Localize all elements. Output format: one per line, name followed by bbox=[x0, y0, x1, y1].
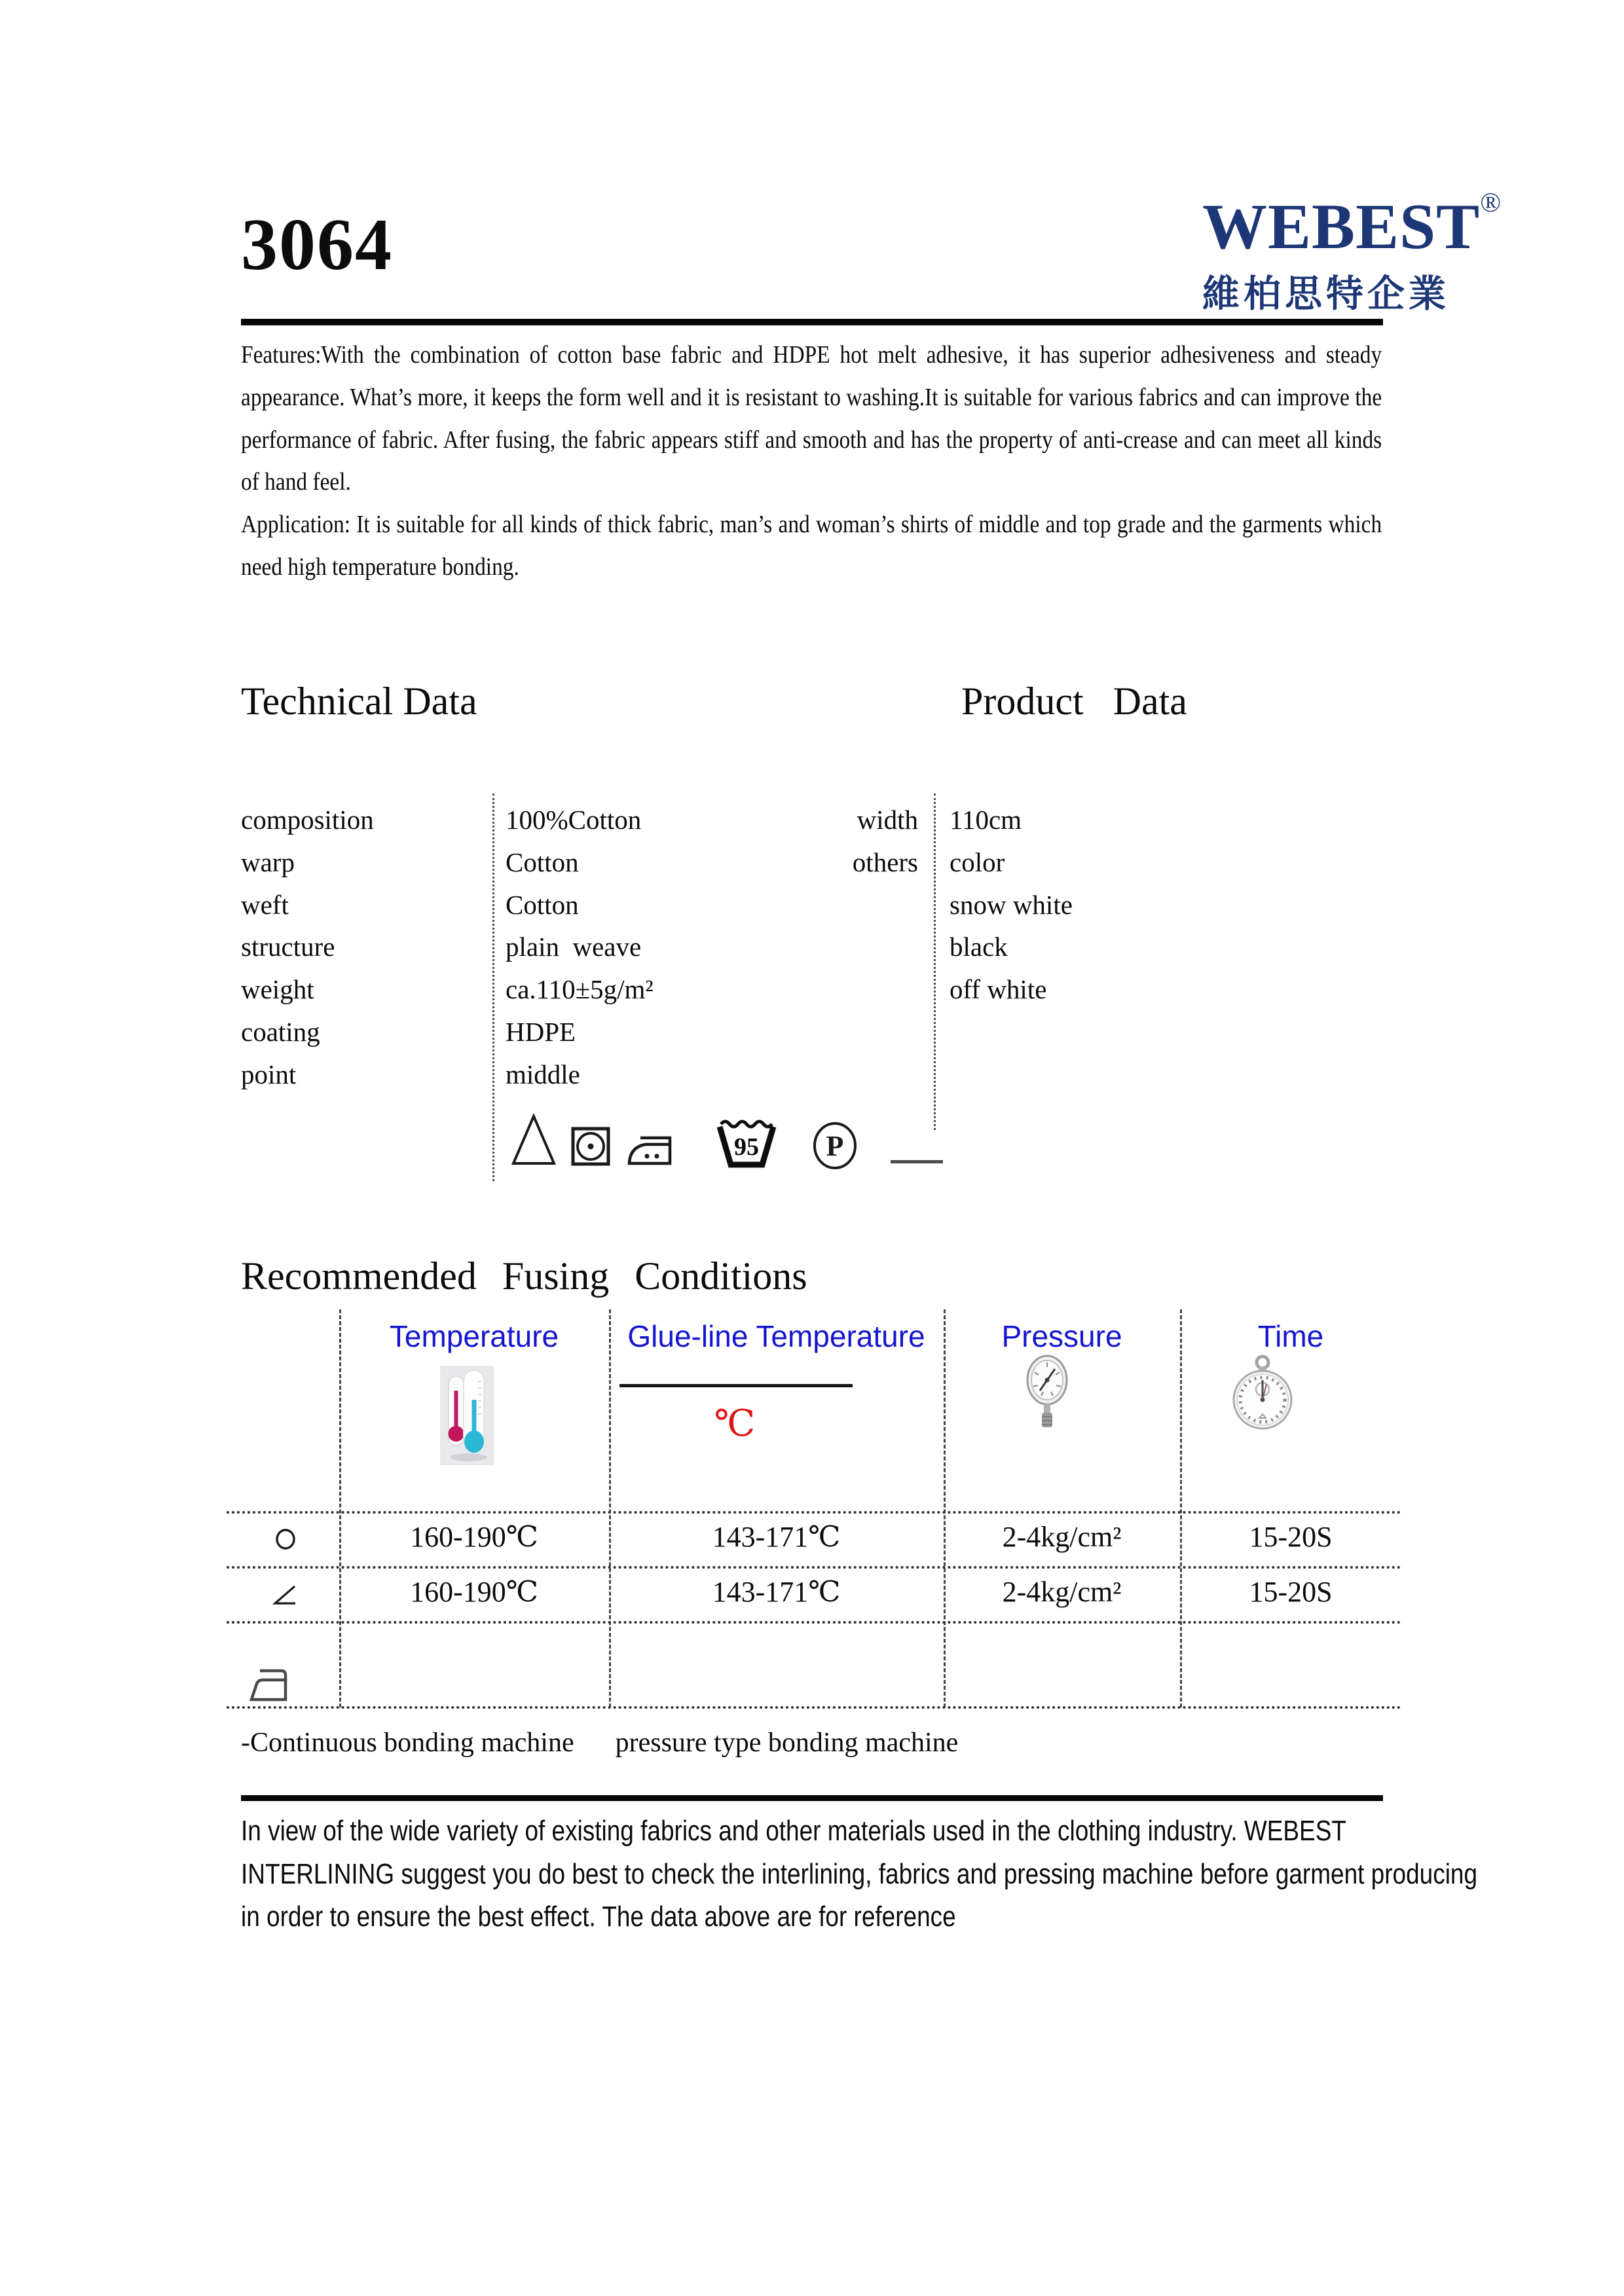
column-header-time: Time bbox=[1257, 1319, 1324, 1353]
tech-label: structure bbox=[241, 932, 335, 962]
registered-trademark-icon: ® bbox=[1480, 188, 1502, 218]
product-label: others bbox=[852, 847, 918, 877]
fusing-row-divider bbox=[227, 1511, 1401, 1514]
column-header-temperature: Temperature bbox=[389, 1319, 559, 1353]
fusing-cell-time: 15-20S bbox=[1249, 1521, 1333, 1553]
fusing-row-divider bbox=[227, 1566, 1401, 1569]
bleach-triangle-icon bbox=[511, 1113, 557, 1167]
pressure-gauge-icon bbox=[1025, 1353, 1069, 1436]
machine-symbol-angle bbox=[271, 1584, 297, 1610]
footer-note-line: in order to ensure the best effect. The data above are for reference bbox=[241, 1901, 956, 1933]
company-logo bbox=[1202, 188, 1502, 318]
product-data-title: Product Data bbox=[961, 680, 1187, 723]
tech-value: HDPE bbox=[506, 1016, 576, 1047]
tech-label: coating bbox=[241, 1016, 320, 1047]
intro-paragraphs bbox=[241, 334, 1382, 589]
wash-95-icon bbox=[715, 1116, 778, 1169]
fusing-cell-glue-line: 143-171℃ bbox=[712, 1576, 841, 1608]
fusing-column-divider bbox=[944, 1309, 946, 1707]
dry-clean-letter-text: P bbox=[826, 1130, 844, 1162]
fusing-cell-pressure: 2-4kg/cm² bbox=[1002, 1576, 1122, 1608]
footer-divider bbox=[241, 1795, 1383, 1801]
fusing-row-divider bbox=[227, 1706, 1401, 1709]
tech-label: weft bbox=[241, 889, 289, 920]
footer-note bbox=[241, 1810, 1478, 1939]
tech-label: warp bbox=[241, 847, 295, 877]
machine-symbol-circle bbox=[275, 1528, 296, 1554]
product-values-column bbox=[950, 799, 1290, 1011]
fusing-conditions-title: Recommended Fusing Conditions bbox=[241, 1254, 807, 1298]
machine-symbol-iron bbox=[249, 1666, 289, 1705]
thermometer-icon bbox=[440, 1366, 494, 1468]
product-value: off white bbox=[950, 974, 1047, 1005]
tech-value: ca.110±5g/m² bbox=[506, 974, 654, 1005]
logo-chinese-name: 維柏思特企業 bbox=[1202, 272, 1450, 315]
column-header-pressure: Pressure bbox=[1001, 1319, 1122, 1353]
application-paragraph: Application: It is suitable for all kinds of thick fabric, man’s and woman’s shirts of middle and top grade and the garments which need high temperature bonding. bbox=[241, 511, 1382, 581]
fusing-column-divider bbox=[609, 1309, 611, 1707]
fusing-table-caption: -Continuous bonding machine pressure type bonding machine bbox=[241, 1728, 959, 1758]
fusing-cell-temperature: 160-190℃ bbox=[410, 1576, 538, 1608]
product-value: black bbox=[950, 932, 1008, 962]
glue-line-unit-celsius: ℃ bbox=[714, 1404, 756, 1444]
features-paragraph: Features:With the combination of cotton base fabric and HDPE hot melt adhesive, it has superior adhesiveness and steady appearance. What’s more, it keeps the form well and it is resistant to washing.It is suitable for various fabrics and can improve the performance of fabric. After fusing, the fabric appears stiff and smooth and has the property of anti-crease and can meet all kinds of hand feel. bbox=[241, 341, 1382, 496]
product-value: color bbox=[950, 847, 1005, 877]
technical-labels-column bbox=[241, 799, 470, 1096]
footer-note-line: In view of the wide variety of existing fabrics and other materials used in the clothing industry. WEBEST bbox=[241, 1815, 1346, 1847]
technical-data-title: Technical Data bbox=[241, 680, 477, 723]
do-not-wring-line-icon bbox=[891, 1160, 943, 1163]
fusing-cell-glue-line: 143-171℃ bbox=[712, 1521, 841, 1553]
technical-table-divider bbox=[492, 793, 494, 1181]
fusing-column-divider bbox=[1180, 1309, 1182, 1707]
logo-brand-text: WEBEST bbox=[1202, 191, 1481, 263]
iron-two-dots-icon bbox=[626, 1130, 673, 1167]
tech-value: 100%Cotton bbox=[506, 805, 642, 835]
glue-line-underline bbox=[619, 1384, 853, 1387]
logo-wordmark bbox=[1202, 188, 1502, 263]
stopwatch-icon bbox=[1232, 1354, 1293, 1434]
fusing-cell-temperature: 160-190℃ bbox=[410, 1521, 538, 1553]
footer-note-line: INTERLINING suggest you do best to check the interlining, fabrics and pressing machine before garment producing bbox=[241, 1857, 1478, 1890]
tech-value: Cotton bbox=[506, 889, 579, 920]
dry-clean-p-icon bbox=[812, 1121, 858, 1171]
fusing-cell-time: 15-20S bbox=[1249, 1576, 1333, 1608]
fusing-column-divider bbox=[339, 1309, 341, 1707]
tech-label: point bbox=[241, 1059, 297, 1089]
product-value: 110cm bbox=[950, 805, 1022, 835]
product-label: width bbox=[857, 805, 918, 835]
product-labels-column bbox=[747, 799, 918, 884]
tumble-dry-icon bbox=[571, 1126, 610, 1167]
header-divider bbox=[241, 319, 1383, 325]
product-table-divider bbox=[934, 793, 936, 1130]
fusing-cell-pressure: 2-4kg/cm² bbox=[1002, 1521, 1122, 1553]
product-code: 3064 bbox=[241, 204, 393, 285]
tech-value: plain weave bbox=[506, 932, 642, 962]
tech-label: composition bbox=[241, 805, 374, 835]
wash-temp-text: 95 bbox=[734, 1133, 759, 1161]
column-header-glue-line-temperature: Glue-line Temperature bbox=[627, 1319, 925, 1353]
fusing-row-divider bbox=[227, 1621, 1401, 1624]
tech-value: Cotton bbox=[506, 847, 579, 877]
tech-value: middle bbox=[506, 1059, 580, 1089]
tech-label: weight bbox=[241, 974, 314, 1005]
product-value: snow white bbox=[950, 889, 1073, 920]
